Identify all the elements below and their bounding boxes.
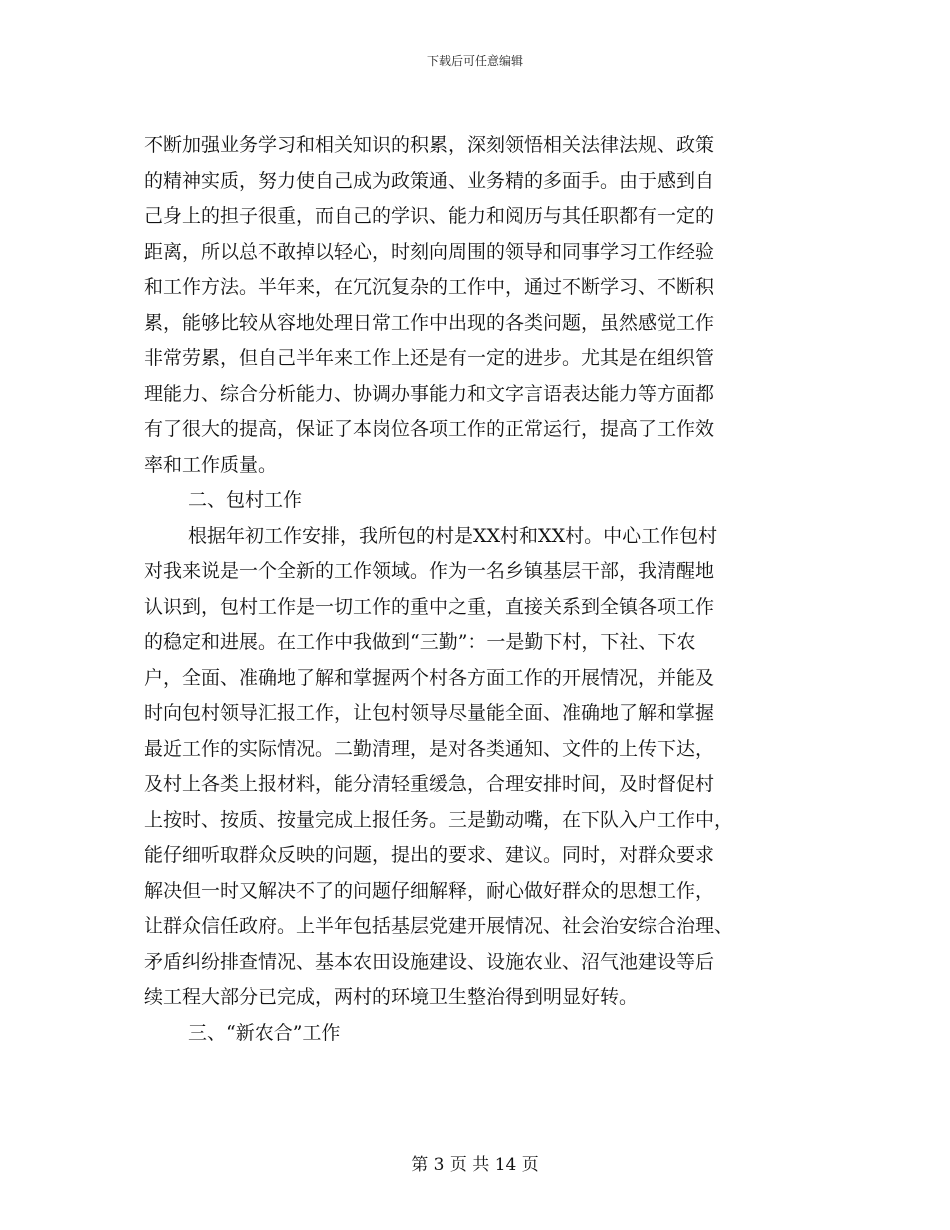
text-line: 能仔细听取群众反映的问题，提出的要求、建议。同时，对群众要求 xyxy=(144,844,715,866)
document-body xyxy=(144,128,804,1051)
text-line: 对我来说是一个全新的工作领域。作为一名乡镇基层干部，我清醒地 xyxy=(144,560,715,582)
text-line: 解决但一时又解决不了的问题仔细解释，耐心做好群众的思想工作， xyxy=(144,879,715,902)
text-line: 累，能够比较从容地处理日常工作中出现的各类问题，虽然感觉工作 xyxy=(144,311,715,334)
text-line: 户，全面、准确地了解和掌握两个村各方面工作的开展情况，并能及 xyxy=(144,666,715,689)
text-line: 续工程大部分已完成，两村的环境卫生整治得到明显好转。 xyxy=(144,986,639,1008)
text-line: 根据年初工作安排，我所包的村是XX村和XX村。中心工作包村 xyxy=(188,524,718,547)
text-line: 率和工作质量。 xyxy=(144,453,278,476)
text-line: 非常劳累，但自己半年来工作上还是有一定的进步。尤其是在组织管 xyxy=(144,347,715,369)
text-line: 及村上各类上报材料，能分清轻重缓急，合理安排时间，及时督促村 xyxy=(144,773,715,795)
text-line: 上按时、按质、按量完成上报任务。三是勤动嘴，在下队入户工作中， xyxy=(144,808,734,831)
text-line: 矛盾纠纷排查情况、基本农田设施建设、设施农业、沼气池建设等后 xyxy=(144,950,715,973)
text-line: 己身上的担子很重，而自己的学识、能力和阅历与其任职都有一定的 xyxy=(144,205,715,227)
text-line: 二、包村工作 xyxy=(188,489,303,511)
text-line: 让群众信任政府。上半年包括基层党建开展情况、社会治安综合治理、 xyxy=(144,915,734,937)
text-line: 有了很大的提高，保证了本岗位各项工作的正常运行，提高了工作效 xyxy=(144,418,715,440)
text-line: 的稳定和进展。在工作中我做到“三勤”：一是勤下村，下社、下农 xyxy=(144,631,696,653)
page-footer: 第 3 页 共 14 页 xyxy=(411,1155,539,1175)
text-line: 不断加强业务学习和相关知识的积累，深刻领悟相关法律法规、政策 xyxy=(144,134,715,156)
text-line: 时向包村领导汇报工作，让包村领导尽量能全面、准确地了解和掌握 xyxy=(144,702,715,724)
text-line: 和工作方法。半年来，在冗沉复杂的工作中，通过不断学习、不断积 xyxy=(144,276,715,298)
text-line: 最近工作的实际情况。二勤清理，是对各类通知、文件的上传下达， xyxy=(144,737,715,760)
text-line: 的精神实质，努力使自己成为政策通、业务精的多面手。由于感到自 xyxy=(144,169,715,192)
text-line: 三、“新农合”工作 xyxy=(188,1021,341,1044)
text-line: 距离，所以总不敢掉以轻心，时刻向周围的领导和同事学习工作经验 xyxy=(144,240,715,263)
text-line: 理能力、综合分析能力、协调办事能力和文字言语表达能力等方面都 xyxy=(144,382,715,405)
page-header: 下载后可任意编辑 xyxy=(426,54,523,68)
text-line: 认识到，包村工作是一切工作的重中之重，直接关系到全镇各项工作 xyxy=(144,595,715,618)
